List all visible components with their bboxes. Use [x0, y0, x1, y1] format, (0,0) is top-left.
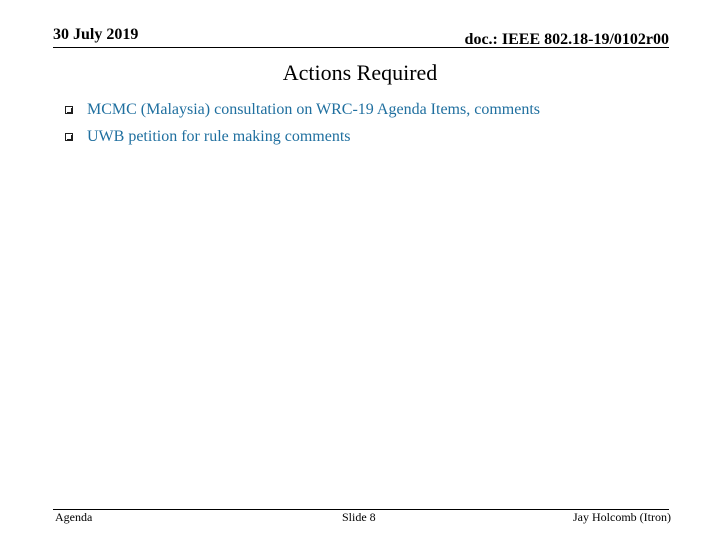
checkbox-bullet-icon — [65, 106, 73, 114]
header-document-id: doc.: IEEE 802.18-19/0102r00 — [464, 31, 669, 48]
slide-title: Actions Required — [282, 60, 438, 85]
footer-slide-number: Slide 8 — [342, 510, 376, 524]
footer-section: Agenda — [55, 510, 93, 524]
bullet-item — [65, 123, 540, 150]
bullet-item — [65, 96, 540, 123]
footer-author: Jay Holcomb (Itron) — [573, 510, 671, 524]
header-date: 30 July 2019 — [53, 26, 139, 43]
bullet-text: UWB petition for rule making comments — [87, 127, 351, 145]
bullet-text: MCMC (Malaysia) consultation on WRC-19 Agenda Items, comments — [87, 100, 540, 118]
checkbox-bullet-icon — [65, 133, 73, 141]
bullet-list — [65, 96, 540, 150]
header-divider — [53, 47, 669, 48]
